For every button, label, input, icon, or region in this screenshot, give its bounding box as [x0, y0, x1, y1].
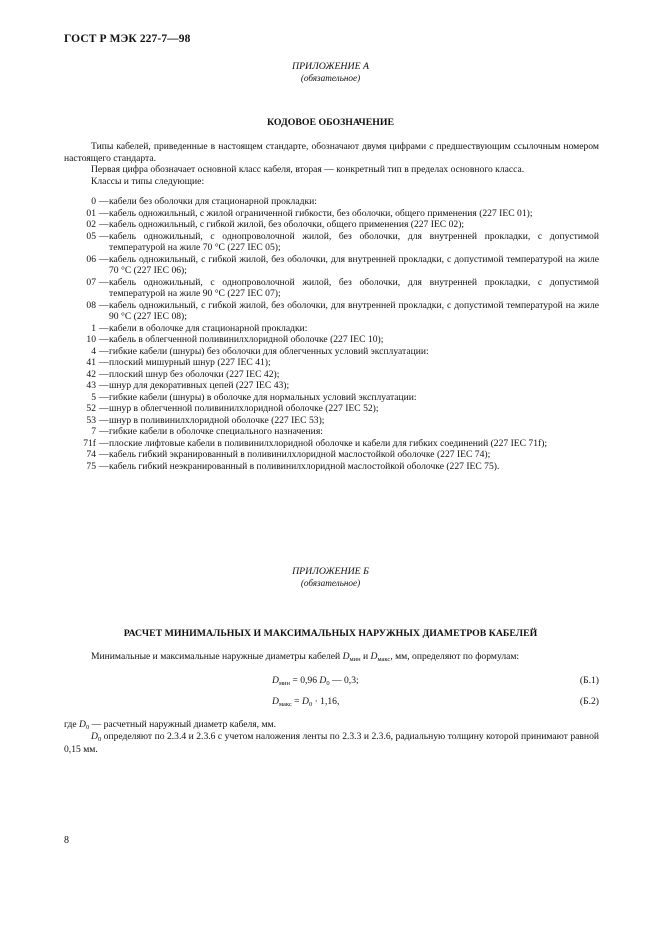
list-item — [64, 346, 599, 358]
list-item — [64, 357, 599, 369]
list-item — [64, 461, 599, 473]
list-item-code: 5 — [91, 391, 96, 403]
list-item-code: 71f — [83, 437, 96, 449]
list-item-dash: — — [99, 391, 109, 403]
formula-b2-expression: $D_{макс} = D_0 \cdot 1,16$, — [272, 696, 340, 708]
list-item-code: 06 — [86, 253, 96, 265]
list-item-text: кабель одножильный, с гибкой жилой, без оболочки, для внутренней прокладки, с допустимой температурой на жиле 70 °С (227 IEC 06); — [109, 253, 599, 276]
list-item — [64, 196, 599, 208]
list-item-dash: — — [99, 299, 109, 311]
list-item-code: 53 — [86, 414, 96, 426]
list-item-dash: — — [99, 230, 109, 242]
list-item-code: 75 — [86, 460, 96, 472]
list-item — [64, 415, 599, 427]
list-item-dash: — — [99, 196, 109, 207]
appendix-a-heading: КОДОВОЕ ОБОЗНАЧЕНИЕ — [266, 117, 395, 128]
list-item-text: кабель гибкий неэкранированный в поливинилхлоридной маслостойкой оболочке (227 IEC 75). — [109, 460, 500, 472]
list-item — [64, 254, 599, 277]
list-item-code: 02 — [86, 219, 96, 230]
list-item-text: плоский шнур без оболочки (227 IEC 42); — [109, 368, 280, 380]
list-item-dash: — — [99, 449, 109, 460]
list-item-code: 7 — [91, 426, 96, 437]
list-item-text: кабели в оболочке для стационарной прокладки: — [109, 322, 308, 334]
list-item-dash: — — [99, 437, 109, 449]
appendix-b-intro — [64, 651, 599, 664]
list-item-code: 07 — [86, 276, 96, 288]
page-number: 8 — [64, 835, 69, 846]
list-item-dash: — — [99, 414, 109, 426]
list-item-dash: — — [99, 253, 109, 265]
list-item — [64, 277, 599, 300]
list-item-code: 05 — [86, 230, 96, 242]
list-item — [64, 231, 599, 254]
list-item-dash: — — [99, 334, 109, 345]
list-item-dash: — — [99, 345, 109, 357]
list-item-dash: — — [99, 357, 109, 368]
appendix-a-title: ПРИЛОЖЕНИЕ А — [292, 61, 369, 72]
list-item-text: гибкие кабели (шнуры) без оболочки для облегченных условий эксплуатации: — [109, 345, 429, 357]
list-item-dash: — — [99, 207, 109, 219]
list-item — [64, 426, 599, 438]
formula-b1 — [64, 675, 599, 689]
formula-b2 — [64, 696, 599, 710]
list-item — [64, 438, 599, 450]
list-item-text: шнур для декоративных цепей (227 IEC 43); — [109, 380, 290, 391]
list-item-text: плоские лифтовые кабели в поливинилхлоридной оболочке и кабели для гибких соединений (227 IEC 71f); — [109, 437, 548, 449]
where-clause: где $D_0$ — расчетный наружный диаметр кабеля, мм. — [64, 719, 277, 731]
list-item — [64, 369, 599, 381]
appendix-b-subtitle: (обязательное) — [300, 578, 361, 588]
list-item-code: 01 — [86, 207, 96, 219]
list-item — [64, 449, 599, 461]
list-item — [64, 300, 599, 323]
list-item — [64, 219, 599, 231]
list-item-text: кабель в облегченной поливинилхлоридной оболочке (227 IEC 10); — [109, 334, 384, 345]
symbol-d-min: $D_{мин}$ — [342, 651, 361, 663]
formula-b2-number: (Б.2) — [579, 696, 599, 707]
list-item-text: кабель одножильный, с жилой ограниченной гибкости, без оболочки, общего применения (227 IEC 01); — [109, 207, 533, 219]
list-item-text: кабели без оболочки для стационарной прокладки: — [109, 196, 317, 207]
list-item-text: кабель одножильный, с гибкой жилой, без оболочки, для внутренней прокладки, с допустимой температурой на жиле 90 °С (227 IEC 08); — [109, 299, 599, 322]
list-item-code: 08 — [86, 299, 96, 311]
list-item-text: плоский мишурный шнур (227 IEC 41); — [109, 357, 271, 368]
list-item-code: 42 — [86, 368, 96, 380]
list-item-text: шнур в облегченной поливинилхлоридной оболочке (227 IEC 52); — [109, 403, 379, 414]
list-item — [64, 208, 599, 220]
appendix-a-para-1: Типы кабелей, приведенные в настоящем стандарте, обозначают двумя цифрами с предшествующим ссылочным номером настоящего стандарта. — [64, 141, 599, 164]
symbol-d-max: $D_{макс}$ — [370, 651, 391, 663]
list-item-text: кабель одножильный, с однопроволочной жилой, без оболочки, для внутренней прокладки, с допустимой температурой на жиле 90 °С (227 IEC 07); — [109, 276, 599, 299]
list-item-dash: — — [99, 403, 109, 414]
list-item-dash: — — [99, 460, 109, 472]
list-item-dash: — — [99, 380, 109, 391]
list-item-text: кабель одножильный, с однопроволочной жилой, без оболочки, для внутренней прокладки, с допустимой температурой на жиле 70 °С (227 IEC 05); — [109, 230, 599, 253]
list-item-text: гибкие кабели в оболочке специального назначения: — [109, 426, 323, 437]
list-item-code: 41 — [86, 357, 96, 368]
list-item — [64, 323, 599, 335]
appendix-b-title: ПРИЛОЖЕНИЕ Б — [292, 566, 369, 577]
page-header: ГОСТ Р МЭК 227-7—98 — [64, 33, 191, 45]
list-item-code: 43 — [86, 380, 96, 391]
list-item-dash: — — [99, 322, 109, 334]
list-item-code: 10 — [86, 334, 96, 345]
list-item-text: шнур в поливинилхлоридной оболочке (227 IEC 53); — [109, 414, 325, 426]
list-item-code: 74 — [86, 449, 96, 460]
list-item-code: 4 — [91, 345, 96, 357]
list-item-dash: — — [99, 368, 109, 380]
list-item — [64, 380, 599, 392]
determination-paragraph: $D_0$ определяют по 2.3.4 и 2.3.6 с учетом наложения ленты по 2.3.3 и 2.3.6, радиальную толщину которой принимают равной 0,15 мм. — [64, 731, 599, 755]
list-item-text: кабель одножильный, с гибкой жилой, без оболочки, общего применения (227 IEC 02); — [109, 219, 465, 230]
list-item-code: 52 — [86, 403, 96, 414]
appendix-a-para-3: Классы и типы следующие: — [91, 176, 205, 187]
list-item — [64, 403, 599, 415]
list-item — [64, 392, 599, 404]
appendix-a-subtitle: (обязательное) — [300, 73, 361, 83]
list-item-text: гибкие кабели (шнуры) в оболочке для нормальных условий эксплуатации: — [109, 391, 417, 403]
cable-code-list — [64, 196, 599, 472]
appendix-b-heading: РАСЧЕТ МИНИМАЛЬНЫХ И МАКСИМАЛЬНЫХ НАРУЖНЫХ ДИАМЕТРОВ КАБЕЛЕЙ — [123, 628, 538, 639]
intro-text-after: , мм, определяют по формулам: — [390, 651, 520, 662]
list-item-code: 0 — [91, 196, 96, 207]
list-item-text: кабель гибкий экранированный в поливинилхлоридной маслостойкой оболочке (227 IEC 74); — [109, 449, 491, 460]
list-item-dash: — — [99, 276, 109, 288]
formula-b1-number: (Б.1) — [579, 675, 599, 686]
list-item-dash: — — [99, 426, 109, 437]
intro-text-before: Минимальные и максимальные наружные диаметры кабелей — [91, 651, 341, 662]
intro-text-and: и — [362, 651, 369, 662]
formula-b1-expression: $D_{мин} = 0,96$ $D_0$ — 0,3; — [272, 675, 359, 687]
list-item-dash: — — [99, 219, 109, 230]
appendix-a-para-2: Первая цифра обозначает основной класс кабеля, вторая — конкретный тип в пределах основного класса. — [91, 164, 525, 175]
list-item-code: 1 — [91, 322, 96, 334]
list-item — [64, 334, 599, 346]
